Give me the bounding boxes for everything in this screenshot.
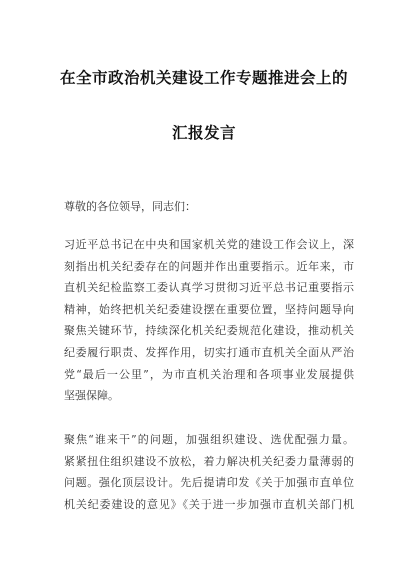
paragraph-line: 机关纪委建设的意见》《关于进一步加强市直机关部门机 (64, 497, 354, 511)
paragraph-line: 问题。强化顶层设计。先后提请印发《关于加强市直单位 (64, 476, 354, 490)
paragraph-line: 纪委履行职责、发挥作用，切实打通市直机关全面从严治 (64, 345, 354, 359)
paragraph-line: 刻指出机关纪委存在的问题并作出重要指示。近年来，市 (64, 259, 354, 273)
paragraph-line: 坚强保障。 (64, 389, 119, 403)
paragraph-line: 聚焦“谁来干”的问题，加强组织建设、选优配强力量。 (64, 433, 354, 446)
paragraph-line: 党“最后一公里”，为市直机关治理和各项事业发展提供 (64, 367, 354, 381)
paragraph-1 (64, 234, 354, 407)
paragraph-line: 精神，始终把机关纪委建设摆在重要位置，坚持问题导向 (64, 302, 354, 316)
paragraph-line: 直机关纪检监察工委认真学习贯彻习近平总书记重要指示 (64, 281, 354, 295)
document-title-line-1: 在全市政治机关建设工作专题推进会上的 (59, 69, 348, 87)
salutation-text: 尊敬的各位领导，同志们： (64, 200, 196, 213)
paragraph-line: 紧紧扭住组织建设不放松，着力解决机关纪委力量薄弱的 (64, 454, 354, 468)
salutation (64, 196, 354, 218)
paragraph-line: 习近平总书记在中央和国家机关党的建设工作会议上，深 (64, 238, 354, 251)
paragraph-2 (64, 429, 354, 515)
document-title-line-2: 汇报发言 (171, 124, 236, 142)
paragraph-line: 聚焦关键环节，持续深化机关纪委规范化建设，推动机关 (64, 324, 354, 338)
